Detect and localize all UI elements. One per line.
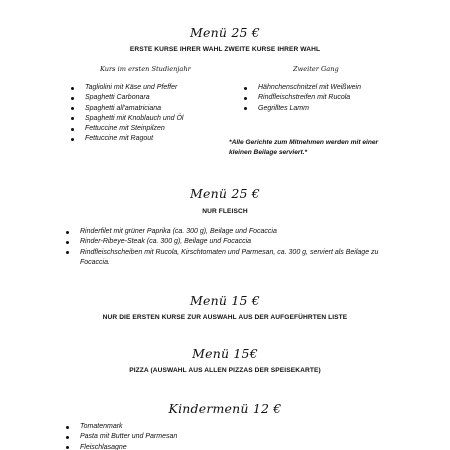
first-course-list [70,83,250,145]
list-item: Rindfleischscheiben mit Rucola, Kirschtomaten und Parmesan, ca. 300 g, serviert als Beilage zu Focaccia. [65,248,395,269]
menu-1-heading: ERSTE KURSE IHRER WAHL ZWEITE KURSE IHRER WAHL [129,46,321,53]
list-item: Gegrilltes Lamm [243,104,443,114]
list-item: Rindfleischstreifen mit Rucola [243,93,443,103]
list-item: Hähnchenschnitzel mit Weißwein [243,83,443,93]
menu-3-heading: NUR DIE ERSTEN KURSE ZUR AUSWAHL AUS DER AUFGEFÜHRTEN LISTE [102,314,348,321]
takeaway-note: *Alle Gerichte zum Mitnehmen werden mit einer kleinen Beilage serviert.* [229,139,379,156]
meat-list [65,227,395,268]
first-course-label: Kurs im ersten Studienjahr [100,65,191,73]
menu-4-title: Menü 15€ [192,346,258,361]
list-item: Fettuccine mit Ragout [70,134,250,144]
menu-2-title: Menü 25 € [190,186,260,201]
list-item: Fleischlasagne [65,443,365,450]
list-item: Rinder-Ribeye-Steak (ca. 300 g), Beilage und Focaccia [65,237,395,247]
menu-1-title: Menü 25 € [190,25,260,40]
second-course-label: Zweiter Gang [293,65,339,73]
list-item: Spaghetti all'amatriciana [70,104,250,114]
list-item: Tomatenmark [65,422,365,432]
menu-2-heading: NUR FLEISCH [202,208,248,215]
list-item: Spaghetti mit Knoblauch und Öl [70,114,250,124]
menu-4-heading: PIZZA (AUSWAHL AUS ALLEN PIZZAS DER SPEISEKARTE) [129,367,321,374]
second-course-list [243,83,443,114]
menu-3-title: Menü 15 € [190,293,260,308]
list-item: Tagliolini mit Käse und Pfeffer [70,83,250,93]
list-item: Pasta mit Butter und Parmesan [65,432,365,442]
list-item: Rinderfilet mit grüner Paprika (ca. 300 g), Beilage und Focaccia [65,227,395,237]
kids-list [65,422,365,450]
kids-menu-title: Kindermenü 12 € [168,401,282,416]
list-item: Spaghetti Carbonara [70,93,250,103]
list-item: Fettuccine mit Steinpilzen [70,124,250,134]
